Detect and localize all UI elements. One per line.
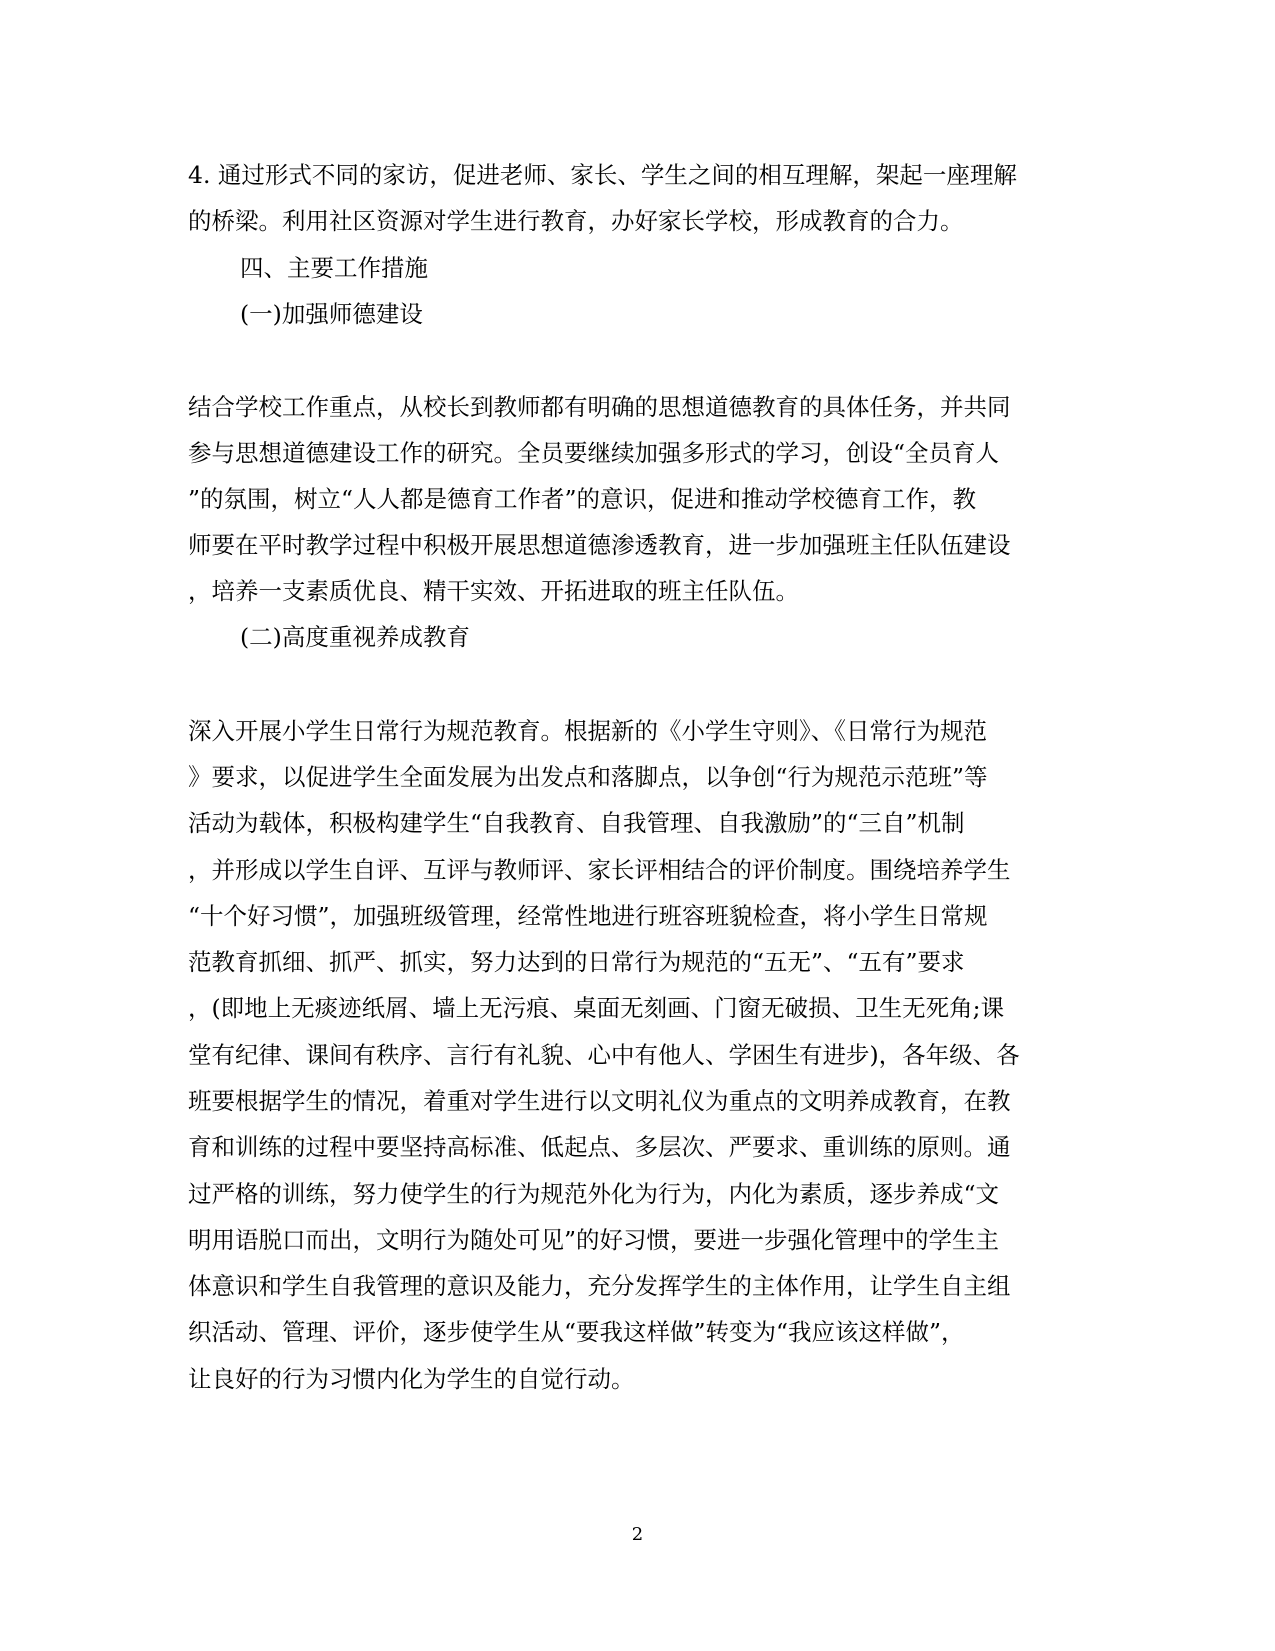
section-heading: 四、主要工作措施 [240, 254, 428, 282]
page-number: 2 [631, 1524, 644, 1545]
text-line: ，培养一支素质优良、精干实效、开拓进取的班主任队伍。 [188, 577, 799, 605]
text-line: 活动为载体，积极构建学生“自我教育、自我管理、自我激励”的“三自”机制 [188, 809, 965, 837]
text-line: ，并形成以学生自评、互评与教师评、家长评相结合的评价制度。围绕培养学生 [188, 856, 1011, 884]
text-line: 参与思想道德建设工作的研究。全员要继续加强多形式的学习，创设“全员育人 [188, 439, 1000, 467]
subsection-heading: (一)加强师德建设 [240, 300, 423, 328]
text-line: ”的氛围，树立“人人都是德育工作者”的意识，促进和推动学校德育工作，教 [188, 485, 977, 513]
text-line: 师要在平时教学过程中积极开展思想道德渗透教育，进一步加强班主任队伍建设 [188, 531, 1011, 559]
text-line: 班要根据学生的情况，着重对学生进行以文明礼仪为重点的文明养成教育，在教 [188, 1087, 1011, 1115]
text-line: 结合学校工作重点，从校长到教师都有明确的思想道德教育的具体任务，并共同 [188, 393, 1011, 421]
text-line: “十个好习惯”，加强班级管理，经常性地进行班容班貌检查，将小学生日常规 [188, 902, 988, 930]
text-line: 让良好的行为习惯内化为学生的自觉行动。 [188, 1365, 635, 1393]
text-line: 明用语脱口而出，文明行为随处可见”的好习惯，要进一步强化管理中的学生主 [188, 1226, 1000, 1254]
subsection-heading: (二)高度重视养成教育 [240, 623, 470, 651]
text-line: 织活动、管理、评价，逐步使学生从“要我这样做”转变为“我应该这样做”， [188, 1318, 965, 1346]
text-line: 的桥梁。利用社区资源对学生进行教育，办好家长学校，形成教育的合力。 [188, 207, 964, 235]
text-line: 范教育抓细、抓严、抓实，努力达到的日常行为规范的“五无”、“五有”要求 [188, 948, 965, 976]
text-line: 4. 通过形式不同的家访，促进老师、家长、学生之间的相互理解，架起一座理解 [188, 161, 1017, 189]
text-line: 堂有纪律、课间有秩序、言行有礼貌、心中有他人、学困生有进步)，各年级、各 [188, 1041, 1020, 1069]
text-line: ，(即地上无痰迹纸屑、墙上无污痕、桌面无刻画、门窗无破损、卫生无死角;课 [188, 994, 1005, 1022]
text-line: 体意识和学生自我管理的意识及能力，充分发挥学生的主体作用，让学生自主组 [188, 1272, 1011, 1300]
text-line: 》要求，以促进学生全面发展为出发点和落脚点，以争创“行为规范示范班”等 [188, 763, 988, 791]
text-line: 育和训练的过程中要坚持高标准、低起点、多层次、严要求、重训练的原则。通 [188, 1133, 1011, 1161]
text-line: 过严格的训练，努力使学生的行为规范外化为行为，内化为素质，逐步养成“文 [188, 1180, 1000, 1208]
text-line: 深入开展小学生日常行为规范教育。根据新的《小学生守则》、《日常行为规范 [188, 717, 987, 745]
